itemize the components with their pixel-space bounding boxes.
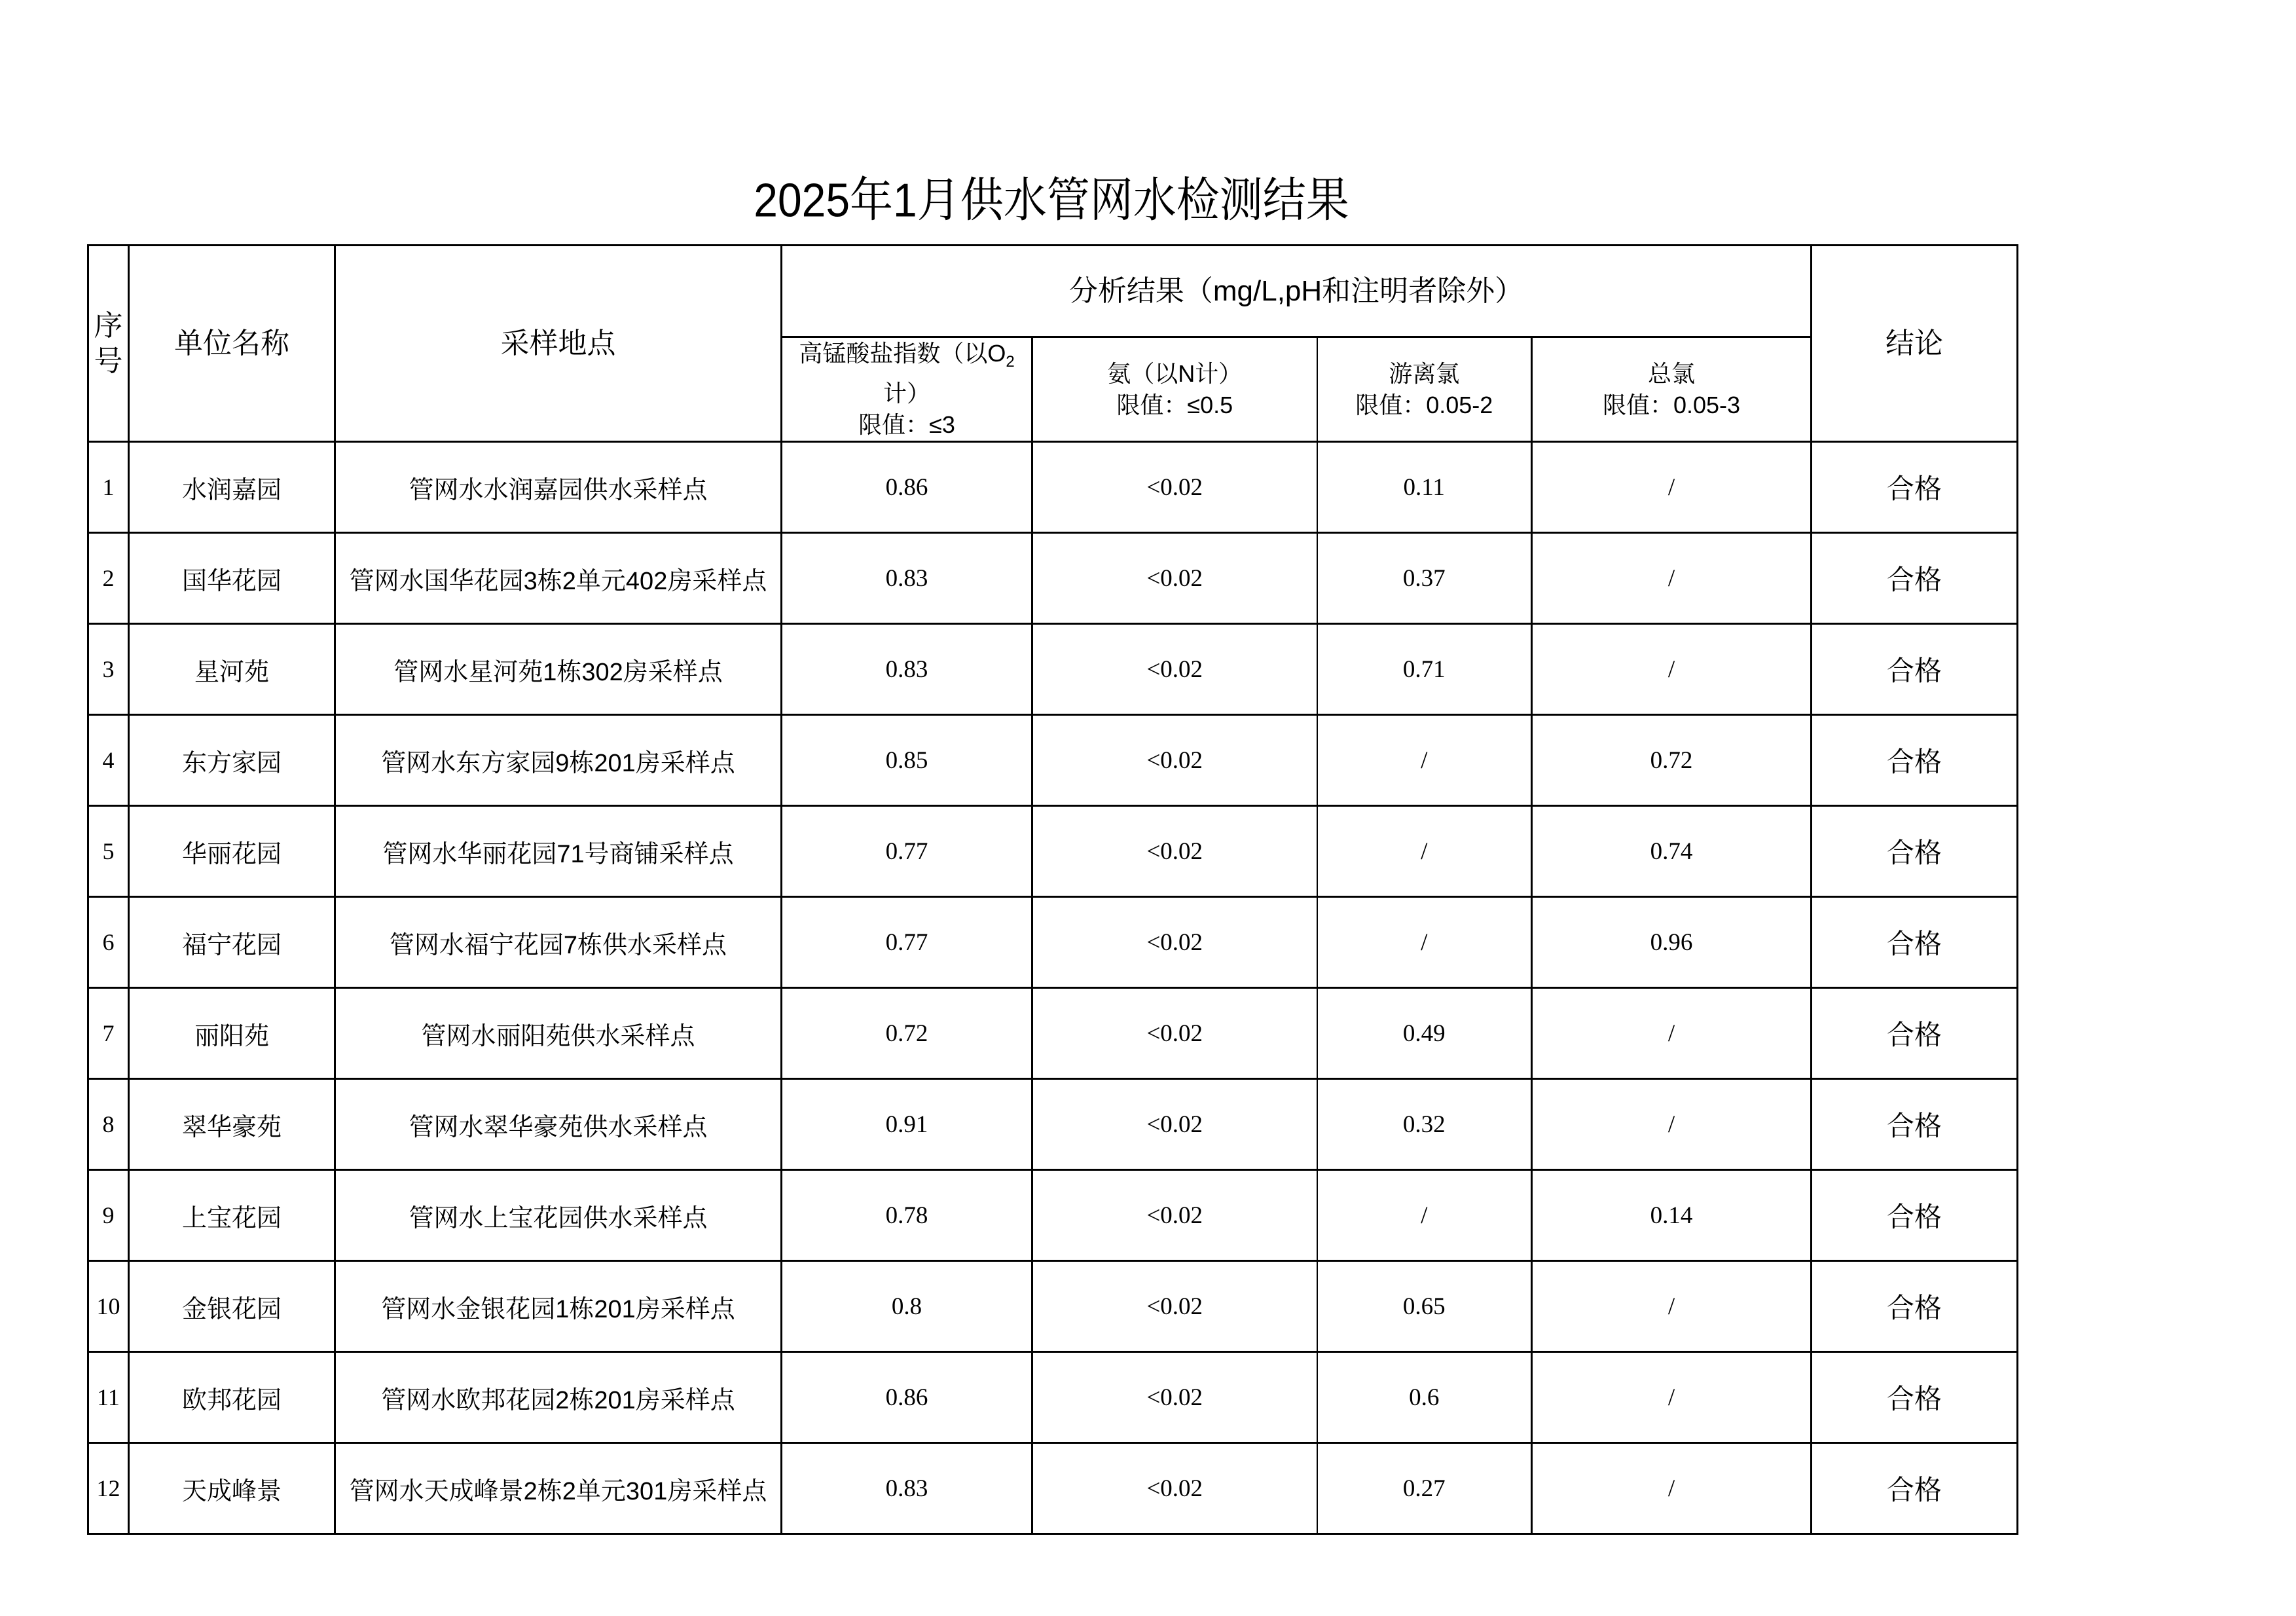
cell-total-chlorine: 0.74 bbox=[1532, 806, 1812, 897]
header-permanganate bbox=[782, 337, 1032, 442]
cell-permanganate: 0.83 bbox=[782, 1443, 1032, 1534]
cell-total-chlorine: / bbox=[1532, 1079, 1812, 1170]
cell-ammonia: <0.02 bbox=[1032, 988, 1317, 1079]
cell-total-chlorine: / bbox=[1532, 442, 1812, 533]
cell-permanganate: 0.91 bbox=[782, 1079, 1032, 1170]
cell-unit-name: 天成峰景 bbox=[129, 1443, 335, 1534]
cell-permanganate: 0.85 bbox=[782, 715, 1032, 806]
cell-permanganate: 0.83 bbox=[782, 624, 1032, 715]
cell-sampling-location: 管网水翠华豪苑供水采样点 bbox=[335, 1079, 782, 1170]
cell-free-chlorine: / bbox=[1317, 1170, 1532, 1261]
header-total-chlorine bbox=[1532, 337, 1812, 442]
header-conclusion: 结论 bbox=[1812, 246, 2018, 442]
cell-seq: 4 bbox=[88, 715, 129, 806]
cell-conclusion: 合格 bbox=[1812, 1352, 2018, 1443]
cell-conclusion: 合格 bbox=[1812, 624, 2018, 715]
cell-free-chlorine: 0.27 bbox=[1317, 1443, 1532, 1534]
cell-sampling-location: 管网水国华花园3栋2单元402房采样点 bbox=[335, 533, 782, 624]
table-body bbox=[88, 442, 2018, 1534]
cell-free-chlorine: 0.11 bbox=[1317, 442, 1532, 533]
cell-ammonia: <0.02 bbox=[1032, 715, 1317, 806]
cell-permanganate: 0.86 bbox=[782, 442, 1032, 533]
cell-unit-name: 欧邦花园 bbox=[129, 1352, 335, 1443]
cell-total-chlorine: / bbox=[1532, 1352, 1812, 1443]
header-ammonia-line1: 氨（以N计） bbox=[1107, 359, 1243, 387]
cell-conclusion: 合格 bbox=[1812, 806, 2018, 897]
cell-conclusion: 合格 bbox=[1812, 988, 2018, 1079]
cell-ammonia: <0.02 bbox=[1032, 1079, 1317, 1170]
header-free-chlorine-line1: 游离氯 bbox=[1389, 359, 1460, 387]
cell-ammonia: <0.02 bbox=[1032, 1443, 1317, 1534]
cell-sampling-location: 管网水东方家园9栋201房采样点 bbox=[335, 715, 782, 806]
cell-permanganate: 0.83 bbox=[782, 533, 1032, 624]
header-row-1 bbox=[88, 246, 2018, 337]
cell-unit-name: 华丽花园 bbox=[129, 806, 335, 897]
header-free-chlorine bbox=[1317, 337, 1532, 442]
cell-seq: 5 bbox=[88, 806, 129, 897]
header-permanganate-line2: 计） bbox=[883, 380, 930, 407]
table-row bbox=[88, 533, 2018, 624]
header-seq-line1: 序 bbox=[94, 309, 123, 342]
cell-permanganate: 0.72 bbox=[782, 988, 1032, 1079]
cell-seq: 12 bbox=[88, 1443, 129, 1534]
table-row bbox=[88, 1079, 2018, 1170]
table-row bbox=[88, 1170, 2018, 1261]
cell-total-chlorine: / bbox=[1532, 1261, 1812, 1352]
cell-ammonia: <0.02 bbox=[1032, 442, 1317, 533]
table-row bbox=[88, 715, 2018, 806]
cell-free-chlorine: 0.6 bbox=[1317, 1352, 1532, 1443]
cell-permanganate: 0.86 bbox=[782, 1352, 1032, 1443]
cell-seq: 2 bbox=[88, 533, 129, 624]
cell-free-chlorine: 0.65 bbox=[1317, 1261, 1532, 1352]
cell-unit-name: 星河苑 bbox=[129, 624, 335, 715]
cell-total-chlorine: / bbox=[1532, 1443, 1812, 1534]
cell-conclusion: 合格 bbox=[1812, 715, 2018, 806]
cell-free-chlorine: / bbox=[1317, 897, 1532, 988]
cell-permanganate: 0.77 bbox=[782, 806, 1032, 897]
cell-ammonia: <0.02 bbox=[1032, 1352, 1317, 1443]
table-row bbox=[88, 1261, 2018, 1352]
cell-conclusion: 合格 bbox=[1812, 442, 2018, 533]
page-title: 2025年1月供水管网水检测结果 bbox=[754, 173, 1349, 227]
header-sampling-location: 采样地点 bbox=[335, 246, 782, 442]
cell-free-chlorine: 0.32 bbox=[1317, 1079, 1532, 1170]
table-row bbox=[88, 897, 2018, 988]
header-unit-name: 单位名称 bbox=[129, 246, 335, 442]
cell-free-chlorine: 0.37 bbox=[1317, 533, 1532, 624]
cell-total-chlorine: 0.96 bbox=[1532, 897, 1812, 988]
header-seq-line2: 号 bbox=[94, 344, 123, 377]
cell-conclusion: 合格 bbox=[1812, 1170, 2018, 1261]
cell-sampling-location: 管网水福宁花园7栋供水采样点 bbox=[335, 897, 782, 988]
cell-sampling-location: 管网水金银花园1栋201房采样点 bbox=[335, 1261, 782, 1352]
cell-seq: 3 bbox=[88, 624, 129, 715]
cell-permanganate: 0.78 bbox=[782, 1170, 1032, 1261]
cell-total-chlorine: / bbox=[1532, 988, 1812, 1079]
cell-total-chlorine: 0.72 bbox=[1532, 715, 1812, 806]
cell-unit-name: 福宁花园 bbox=[129, 897, 335, 988]
cell-ammonia: <0.02 bbox=[1032, 806, 1317, 897]
cell-unit-name: 上宝花园 bbox=[129, 1170, 335, 1261]
cell-sampling-location: 管网水星河苑1栋302房采样点 bbox=[335, 624, 782, 715]
table-row bbox=[88, 1443, 2018, 1534]
cell-sampling-location: 管网水水润嘉园供水采样点 bbox=[335, 442, 782, 533]
table-row bbox=[88, 806, 2018, 897]
cell-conclusion: 合格 bbox=[1812, 897, 2018, 988]
cell-free-chlorine: 0.49 bbox=[1317, 988, 1532, 1079]
cell-free-chlorine: / bbox=[1317, 806, 1532, 897]
cell-unit-name: 金银花园 bbox=[129, 1261, 335, 1352]
header-permanganate-limit: 限值：≤3 bbox=[858, 411, 955, 439]
table-row bbox=[88, 1352, 2018, 1443]
cell-unit-name: 丽阳苑 bbox=[129, 988, 335, 1079]
cell-sampling-location: 管网水上宝花园供水采样点 bbox=[335, 1170, 782, 1261]
cell-seq: 10 bbox=[88, 1261, 129, 1352]
header-free-chlorine-limit: 限值：0.05-2 bbox=[1355, 391, 1493, 418]
header-seq bbox=[88, 246, 129, 442]
table-row bbox=[88, 624, 2018, 715]
cell-total-chlorine: / bbox=[1532, 624, 1812, 715]
header-permanganate-line1: 高锰酸盐指数（以O bbox=[799, 340, 1006, 367]
cell-unit-name: 国华花园 bbox=[129, 533, 335, 624]
header-total-chlorine-limit: 限值：0.05-3 bbox=[1602, 391, 1741, 418]
cell-permanganate: 0.77 bbox=[782, 897, 1032, 988]
cell-seq: 11 bbox=[88, 1352, 129, 1443]
header-permanganate-sub: 2 bbox=[1006, 353, 1015, 371]
cell-seq: 1 bbox=[88, 442, 129, 533]
cell-seq: 7 bbox=[88, 988, 129, 1079]
cell-conclusion: 合格 bbox=[1812, 1443, 2018, 1534]
header-analysis-group: 分析结果（mg/L,pH和注明者除外） bbox=[782, 246, 1812, 337]
cell-seq: 9 bbox=[88, 1170, 129, 1261]
cell-seq: 6 bbox=[88, 897, 129, 988]
cell-unit-name: 翠华豪苑 bbox=[129, 1079, 335, 1170]
table-row bbox=[88, 442, 2018, 533]
cell-ammonia: <0.02 bbox=[1032, 533, 1317, 624]
cell-sampling-location: 管网水天成峰景2栋2单元301房采样点 bbox=[335, 1443, 782, 1534]
results-table bbox=[87, 244, 2018, 1535]
cell-free-chlorine: 0.71 bbox=[1317, 624, 1532, 715]
cell-ammonia: <0.02 bbox=[1032, 624, 1317, 715]
cell-permanganate: 0.8 bbox=[782, 1261, 1032, 1352]
cell-conclusion: 合格 bbox=[1812, 533, 2018, 624]
cell-conclusion: 合格 bbox=[1812, 1261, 2018, 1352]
header-total-chlorine-line1: 总氯 bbox=[1648, 359, 1696, 387]
cell-free-chlorine: / bbox=[1317, 715, 1532, 806]
cell-sampling-location: 管网水丽阳苑供水采样点 bbox=[335, 988, 782, 1079]
header-ammonia-limit: 限值：≤0.5 bbox=[1116, 391, 1233, 418]
cell-conclusion: 合格 bbox=[1812, 1079, 2018, 1170]
cell-total-chlorine: / bbox=[1532, 533, 1812, 624]
cell-unit-name: 东方家园 bbox=[129, 715, 335, 806]
cell-sampling-location: 管网水欧邦花园2栋201房采样点 bbox=[335, 1352, 782, 1443]
header-ammonia bbox=[1032, 337, 1317, 442]
cell-sampling-location: 管网水华丽花园71号商铺采样点 bbox=[335, 806, 782, 897]
cell-ammonia: <0.02 bbox=[1032, 897, 1317, 988]
cell-unit-name: 水润嘉园 bbox=[129, 442, 335, 533]
cell-ammonia: <0.02 bbox=[1032, 1261, 1317, 1352]
cell-seq: 8 bbox=[88, 1079, 129, 1170]
cell-total-chlorine: 0.14 bbox=[1532, 1170, 1812, 1261]
table-row bbox=[88, 988, 2018, 1079]
cell-ammonia: <0.02 bbox=[1032, 1170, 1317, 1261]
